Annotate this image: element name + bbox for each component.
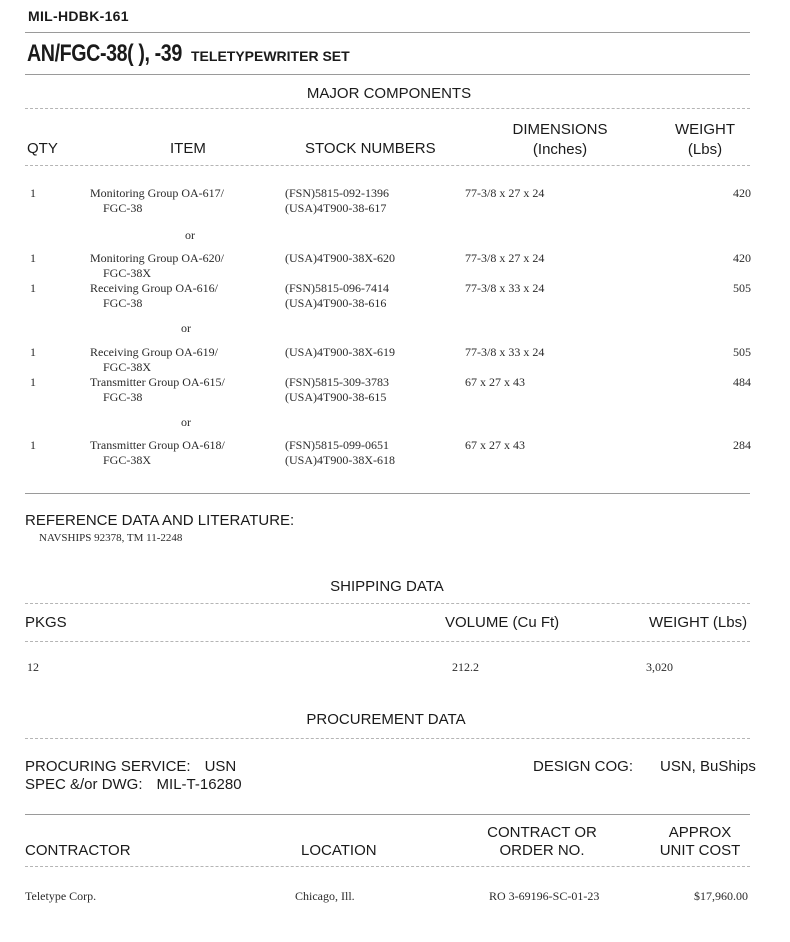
divider	[25, 74, 750, 75]
row-dimensions: 67 x 27 x 43	[465, 438, 525, 452]
design-cog-label: DESIGN COG:	[533, 758, 634, 775]
col-header-cost-line1: APPROX	[668, 824, 732, 841]
row-qty: 1	[30, 186, 36, 200]
row-qty: 1	[30, 375, 36, 389]
divider	[25, 738, 750, 739]
col-header-weight: WEIGHT	[675, 121, 735, 138]
divider	[25, 641, 750, 642]
spec-dwg: SPEC &/or DWG: MIL-T-16280	[25, 776, 242, 793]
row-weight: 420	[733, 186, 751, 200]
shipping-weight: 3,020	[646, 660, 673, 674]
row-stock: (FSN)5815-096-7414 (USA)4T900-38-616	[285, 281, 389, 310]
col-header-weight-unit: (Lbs)	[687, 141, 723, 158]
or-label: or	[181, 415, 191, 429]
col-header-volume: VOLUME (Cu Ft)	[445, 614, 560, 631]
row-weight: 505	[733, 345, 751, 359]
row-weight: 284	[733, 438, 751, 452]
divider	[25, 108, 750, 109]
row-stock: (USA)4T900-38X-619	[285, 345, 395, 359]
contract-number: RO 3-69196-SC-01-23	[489, 889, 600, 903]
col-header-stock: STOCK NUMBERS	[305, 140, 436, 157]
col-header-shipping-weight: WEIGHT (Lbs)	[649, 614, 748, 631]
procuring-service: PROCURING SERVICE: USN	[25, 758, 237, 775]
reference-heading: REFERENCE DATA AND LITERATURE:	[25, 512, 295, 529]
row-dimensions: 77-3/8 x 27 x 24	[465, 186, 545, 200]
row-dimensions: 77-3/8 x 33 x 24	[465, 345, 545, 359]
row-stock: (USA)4T900-38X-620	[285, 251, 395, 265]
contractor-location: Chicago, Ill.	[295, 889, 355, 903]
row-dimensions: 77-3/8 x 27 x 24	[465, 251, 545, 265]
row-qty: 1	[30, 251, 36, 265]
row-stock: (FSN)5815-309-3783 (USA)4T900-38-615	[285, 375, 389, 404]
design-cog-value: USN, BuShips	[660, 758, 756, 775]
row-item: Transmitter Group OA-618/ FGC-38X	[90, 438, 225, 467]
col-header-contractor: CONTRACTOR	[25, 842, 131, 859]
col-header-contract-line1: CONTRACT OR	[487, 824, 597, 841]
section-heading-shipping: SHIPPING DATA	[330, 578, 444, 595]
divider	[25, 493, 750, 494]
row-qty: 1	[30, 345, 36, 359]
row-weight: 484	[733, 375, 751, 389]
shipping-pkgs: 12	[27, 660, 39, 674]
shipping-volume: 212.2	[452, 660, 479, 674]
col-header-pkgs: PKGS	[25, 614, 67, 631]
col-header-qty: QTY	[27, 140, 58, 157]
reference-text: NAVSHIPS 92378, TM 11-2248	[39, 532, 183, 544]
col-header-dimensions: DIMENSIONS	[512, 121, 608, 138]
row-qty: 1	[30, 438, 36, 452]
row-item: Monitoring Group OA-620/ FGC-38X	[90, 251, 224, 280]
row-item: Monitoring Group OA-617/ FGC-38	[90, 186, 224, 215]
unit-cost: $17,960.00	[694, 889, 748, 903]
row-item: Transmitter Group OA-615/ FGC-38	[90, 375, 225, 404]
col-header-item: ITEM	[170, 140, 206, 157]
or-label: or	[181, 321, 191, 335]
row-qty: 1	[30, 281, 36, 295]
title-block	[27, 40, 216, 68]
divider	[25, 814, 750, 815]
row-stock: (FSN)5815-092-1396 (USA)4T900-38-617	[285, 186, 389, 215]
row-stock: (FSN)5815-099-0651 (USA)4T900-38X-618	[285, 438, 395, 467]
divider	[25, 165, 750, 166]
row-dimensions: 77-3/8 x 33 x 24	[465, 281, 545, 295]
col-header-contract-line2: ORDER NO.	[499, 842, 585, 859]
divider	[25, 603, 750, 604]
row-item: Receiving Group OA-619/ FGC-38X	[90, 345, 218, 374]
section-heading-procurement: PROCUREMENT DATA	[306, 711, 466, 728]
col-header-dimensions-unit: (Inches)	[532, 141, 588, 158]
section-heading-major-components: MAJOR COMPONENTS	[306, 85, 472, 102]
equipment-designation: AN/FGC-38( ), -39	[27, 40, 182, 67]
divider	[25, 866, 750, 867]
row-dimensions: 67 x 27 x 43	[465, 375, 525, 389]
col-header-cost-line2: UNIT COST	[659, 842, 741, 859]
col-header-location: LOCATION	[301, 842, 377, 859]
equipment-subtitle: TELETYPEWRITER SET	[191, 48, 350, 64]
row-item: Receiving Group OA-616/ FGC-38	[90, 281, 218, 310]
contractor-name: Teletype Corp.	[25, 889, 97, 903]
row-weight: 420	[733, 251, 751, 265]
divider	[25, 32, 750, 33]
row-weight: 505	[733, 281, 751, 295]
doc-id: MIL-HDBK-161	[28, 8, 129, 24]
or-label: or	[185, 228, 195, 242]
